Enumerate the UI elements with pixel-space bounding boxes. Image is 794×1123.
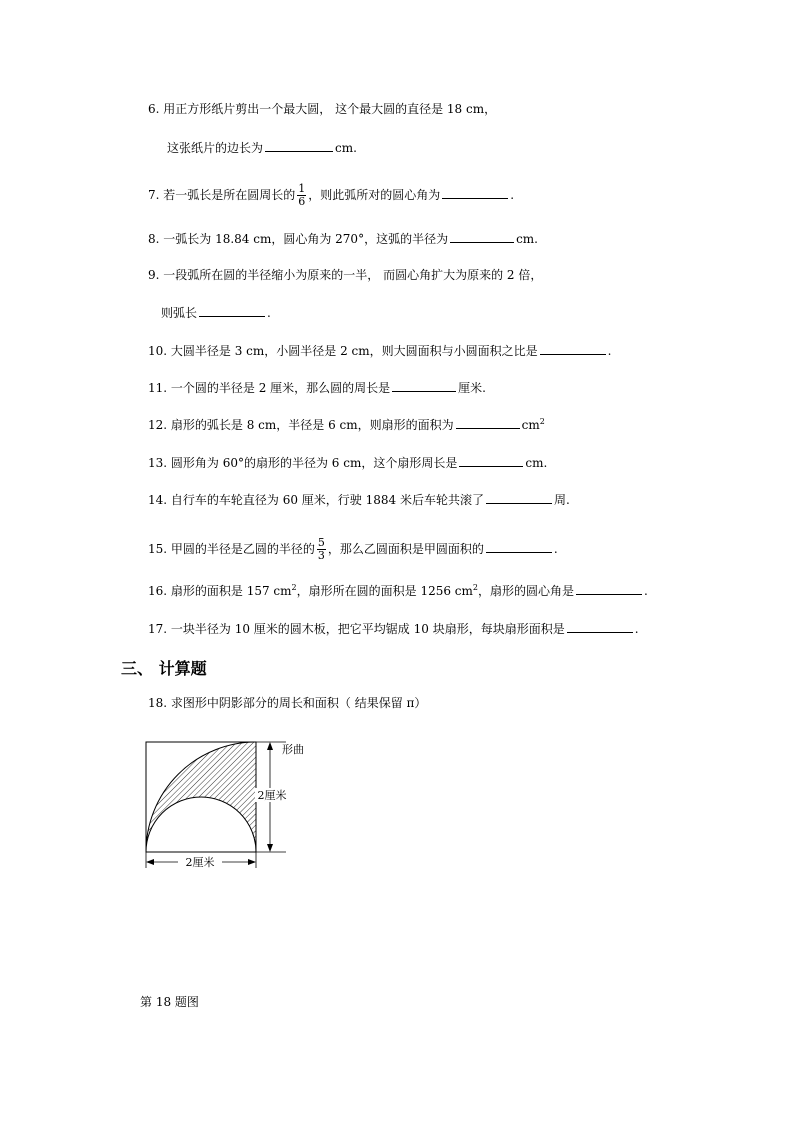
question-6-text-2: 这张纸片的边长为 [167,141,264,155]
question-7-end: . [510,188,515,202]
answer-blank-11[interactable] [392,379,456,392]
question-9-text-2: 则弧长 [161,306,198,320]
question-10 [148,342,611,359]
question-11 [148,379,486,396]
question-8-text: 8. 一弧长为 18.84 cm，圆心角为 270°，这弧的半径为 [148,232,449,246]
question-6-line-1 [148,101,496,117]
question-13-unit: cm. [525,456,548,470]
question-15-end: . [553,542,558,556]
question-13-text: 13. 圆形角为 60°的扇形的半径为 6 cm，这个扇形周长是 [148,456,458,470]
question-7-text-2: ，则此弧所对的圆心角为 [308,188,441,202]
question-16-text: 16. 扇形的面积是 157 cm [148,584,292,598]
fraction-denominator: 6 [298,195,306,208]
section-title-calculation: 三、 计算题 [121,659,207,678]
label-top-right: 形曲 [282,743,304,756]
question-9-line-2 [161,304,271,321]
question-12 [148,416,545,433]
question-12-exponent: 2 [539,417,545,426]
question-11-text: 11. 一个圆的半径是 2 厘米，那么圆的周长是 [148,381,391,395]
question-7-text: 7. 若一弧长是所在圆周长的 [148,188,296,202]
question-14-text: 14. 自行车的车轮直径为 60 厘米，行驶 1884 米后车轮共滚了 [148,493,484,507]
question-13 [148,454,547,471]
question-16-text-2: ，扇形所在圆的面积是 1256 cm [296,584,473,598]
answer-blank-9[interactable] [199,304,265,317]
question-12-unit: cm [521,418,540,432]
question-10-end: . [607,344,612,358]
answer-blank-13[interactable] [459,454,523,467]
question-15-text: 15. 甲圆的半径是乙圆的半径的 [148,542,315,556]
question-10-text: 10. 大圆半径是 3 cm，小圆半径是 2 cm，则大圆面积与小圆面积之比是 [148,344,538,358]
answer-blank-14[interactable] [486,491,552,504]
answer-blank-17[interactable] [567,620,633,633]
answer-blank-7[interactable] [442,186,508,199]
question-18-text: 18. 求图形中阴影部分的周长和面积（ 结果保留 π） [148,696,427,710]
question-18 [148,695,426,711]
question-12-text: 12. 扇形的弧长是 8 cm，半径是 6 cm，则扇形的面积为 [148,418,454,432]
answer-blank-8[interactable] [450,230,514,243]
question-9-end: . [267,306,271,320]
question-9-line-1 [148,267,542,283]
question-6-text: 6. 用正方形纸片剪出一个最大圆， 这个最大圆的直径是 18 cm， [148,102,497,116]
fraction-one-sixth [297,183,306,208]
question-6-unit: cm. [335,141,357,155]
question-15 [148,537,558,562]
fraction-denominator: 3 [317,549,325,562]
question-7 [148,183,514,208]
question-17 [148,620,639,637]
question-8 [148,230,538,247]
figure-caption: 第 18 题图 [140,995,199,1009]
answer-blank-6[interactable] [265,139,333,152]
question-14 [148,491,570,508]
question-16-exponent-2: 2 [472,583,479,592]
fraction-numerator: 5 [317,536,325,549]
fraction-numerator: 1 [298,182,306,195]
question-17-end: . [634,622,639,636]
question-8-unit: cm. [516,232,538,246]
question-14-unit: 周. [553,493,570,507]
figure-shaded-region [140,733,340,873]
question-17-text: 17. 一块半径为 10 厘米的圆木板，把它平均锯成 10 块扇形，每块扇形面积是 [148,622,565,636]
fraction-five-thirds [317,537,326,562]
question-16-end: . [644,584,648,598]
label-bottom: 2厘米 [185,856,215,869]
answer-blank-16[interactable] [576,582,642,595]
question-15-text-2: ，那么乙圆面积是甲圆面积的 [327,542,484,556]
answer-blank-10[interactable] [540,342,606,355]
question-16-text-3: ，扇形的圆心角是 [478,584,575,598]
label-right: 2厘米 [257,789,287,802]
question-11-unit: 厘米. [458,381,486,395]
answer-blank-15[interactable] [486,540,552,553]
question-16-exponent-1: 2 [291,583,297,592]
question-9-text: 9. 一段弧所在圆的半径缩小为原来的一半， 而圆心角扩大为原来的 2 倍， [148,268,543,282]
question-16 [148,582,648,599]
answer-blank-12[interactable] [456,416,520,429]
question-6-line-2 [167,139,357,156]
